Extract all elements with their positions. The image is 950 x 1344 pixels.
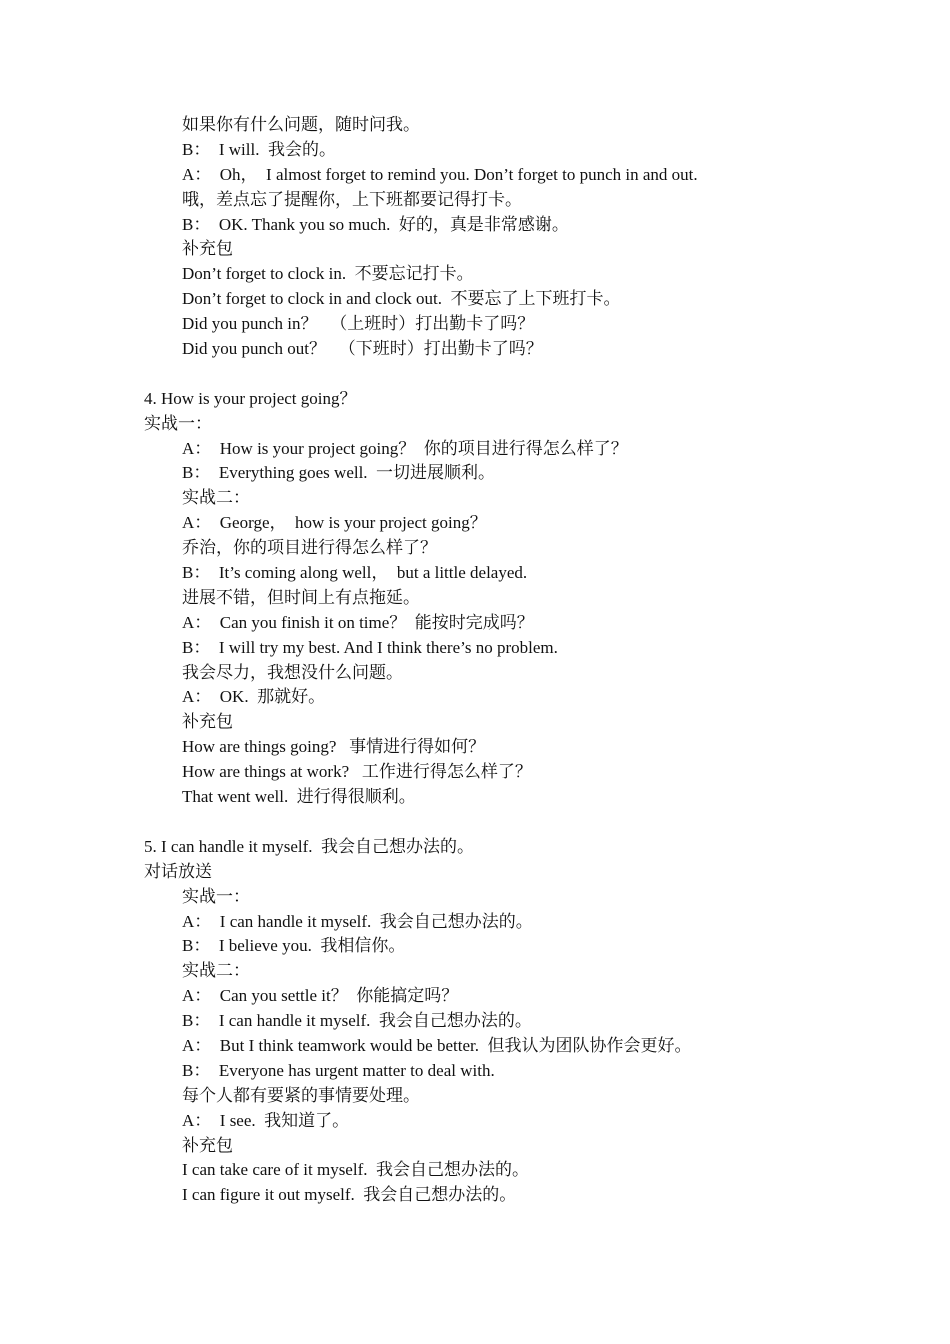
- dialogue-line: How are things at work? 工作进行得怎么样了？: [182, 762, 532, 782]
- section-line: 4. How is your project going？: [144, 388, 357, 408]
- dialogue-line: 哦，差点忘了提醒你，上下班都要记得打卡。: [182, 189, 522, 209]
- dialogue-line: B： It’s coming along well， but a little delayed.: [182, 563, 528, 583]
- dialogue-line: 我会尽力，我想没什么问题。: [182, 662, 403, 682]
- dialogue-line: A： OK. 那就好。: [182, 687, 326, 707]
- dialogue-line: A： George， how is your project going？: [182, 513, 487, 533]
- dialogue-line: B： I will try my best. And I think there’s no problem.: [182, 637, 558, 657]
- dialogue-line: 如果你有什么问题，随时问我。: [182, 115, 420, 134]
- dialogue-line: Don’t forget to clock in. 不要忘记打卡。: [182, 264, 474, 284]
- dialogue-line: 乔治，你的项目进行得怎么样了？: [182, 538, 437, 558]
- dialogue-line: B： OK. Thank you so much. 好的，真是非常感谢。: [182, 214, 569, 234]
- section-line: 对话放送: [144, 861, 212, 881]
- dialogue-line: 补充包: [182, 712, 233, 732]
- dialogue-line: A： I see. 我知道了。: [182, 1110, 350, 1130]
- dialogue-line: 实战二：: [182, 488, 250, 508]
- blank-line: [0, 810, 950, 835]
- dialogue-line: That went well. 进行得很顺利。: [182, 787, 416, 807]
- dialogue-line: I can figure it out myself. 我会自己想办法的。: [182, 1185, 517, 1205]
- dialogue-line: 补充包: [182, 239, 233, 259]
- dialogue-line: B： Everything goes well. 一切进展顺利。: [182, 463, 496, 483]
- dialogue-line: 每个人都有要紧的事情要处理。: [182, 1085, 420, 1105]
- dialogue-line: 实战二：: [182, 961, 250, 981]
- dialogue-line: A： How is your project going？ 你的项目进行得怎么样了？: [182, 438, 628, 458]
- dialogue-line: B： I will. 我会的。: [182, 139, 336, 159]
- dialogue-line: 进展不错，但时间上有点拖延。: [182, 587, 420, 607]
- dialogue-line: B： I can handle it myself. 我会自己想办法的。: [182, 1011, 532, 1031]
- dialogue-line: How are things going? 事情进行得如何？: [182, 737, 486, 757]
- dialogue-line: I can take care of it myself. 我会自己想办法的。: [182, 1160, 529, 1180]
- dialogue-line: Don’t forget to clock in and clock out. 不要忘了上下班打卡。: [182, 289, 621, 309]
- dialogue-line: A： Can you finish it on time？ 能按时完成吗？: [182, 612, 534, 632]
- dialogue-line: A： Can you settle it？ 你能搞定吗？: [182, 986, 459, 1006]
- dialogue-line: Did you punch out？ （下班时）打出勤卡了吗？: [182, 339, 543, 359]
- dialogue-line: A： I can handle it myself. 我会自己想办法的。: [182, 911, 533, 931]
- document-page: [0, 113, 950, 1208]
- dialogue-line: 实战一：: [182, 886, 250, 906]
- dialogue-line: 补充包: [182, 1135, 233, 1155]
- dialogue-line: B： Everyone has urgent matter to deal with.: [182, 1060, 495, 1080]
- dialogue-line: A： Oh， I almost forget to remind you. Don’t forget to punch in and out.: [182, 164, 698, 184]
- dialogue-line: A： But I think teamwork would be better. 但我认为团队协作会更好。: [182, 1035, 692, 1055]
- section-line: 5. I can handle it myself. 我会自己想办法的。: [144, 836, 475, 856]
- dialogue-line: Did you punch in？ （上班时）打出勤卡了吗？: [182, 314, 535, 334]
- blank-line: [0, 362, 950, 387]
- dialogue-line: B： I believe you. 我相信你。: [182, 936, 406, 956]
- section-line: 实战一：: [144, 413, 212, 433]
